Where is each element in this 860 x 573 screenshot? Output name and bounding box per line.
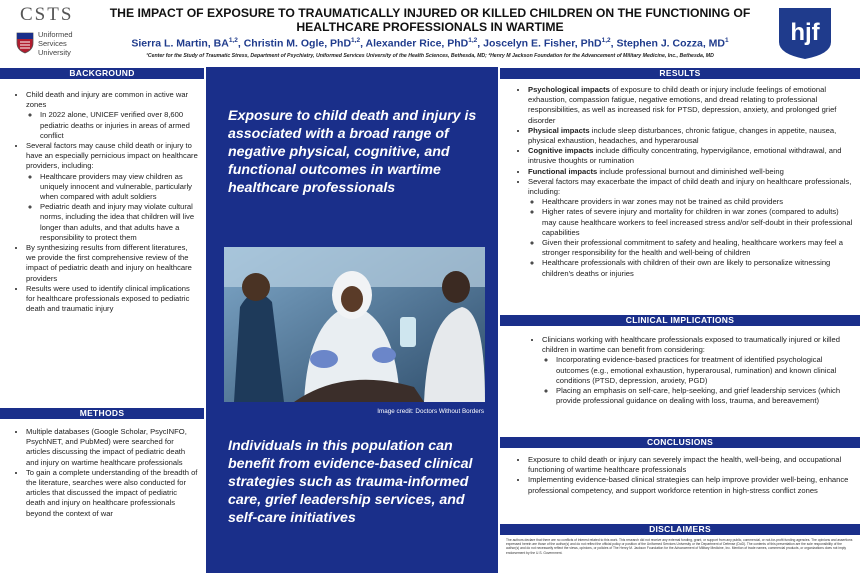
list-item: • Child death and injury are common in active war zones ◦ In 2022 alone, UNICEF verified over 8,600 pediatric deaths or injuries in areas of armed conflict (26, 90, 198, 141)
list-item: ◦ In 2022 alone, UNICEF verified over 8,600 pediatric deaths or injuries in areas of armed conflict (40, 110, 198, 141)
list-item: ◦ Pediatric death and injury may violate cultural norms, including the idea that children will live longer than adults, and that adults have a responsibility to protect them (40, 202, 198, 243)
background-heading: BACKGROUND (0, 68, 204, 79)
list-item: • Multiple databases (Google Scholar, PsycINFO, PsychNET, and PubMed) were searched for articles discussing the impact of pediatric death and injury on wartime healthcare professionals (26, 427, 198, 468)
list-item: • Functional impacts include professional burnout and diminished well-being (528, 167, 854, 177)
list-item: ◦ Placing an emphasis on self-care, help-seeking, and grief leadership services (which provide professional guidance on dealing with loss, trauma, and bereavement) (556, 386, 854, 406)
author-list: Sierra L. Martin, BA$^{1,2}$, Christin M. Ogle, PhD$^{1,2}$, Alexander Rice, PhD$^{1,2}$, Joscelyn E. Fisher, PhD$^{1,2}$, Stephen J. Cozza, $MD^1$ (131, 37, 729, 50)
list-item: • Cognitive impacts include difficulty concentrating, hypervigilance, emotional withdrawal, and intrusive thoughts or rumination (528, 146, 854, 166)
disclaimers-heading: DISCLAIMERS (500, 524, 860, 535)
background-section (0, 90, 204, 400)
usu-shield-icon (16, 32, 34, 54)
list-item: • Results were used to identify clinical implications for healthcare professionals exposed to pediatric death and traumatic injury (26, 284, 198, 315)
hjf-logo-word: hjf (790, 19, 820, 46)
list-item: • Psychological impacts of exposure to child death or injury include feelings of emotional exhaustion, compassion fatigue, negative emotions, and dread relating to professional responsibilities, as well as increased risk for PTSD, depression, anxiety, and prolonged grief disorder (528, 85, 854, 126)
methods-section (0, 427, 204, 573)
results-section (500, 85, 860, 311)
methods-heading: METHODS (0, 408, 204, 419)
clinical-photo (224, 247, 485, 402)
conclusions-section (500, 455, 860, 519)
disclaimer-text: The authors declare that there are no conflicts of interest related to this work. This research did not receive any external funding, grant, or support from any public, commercial, or not-for-profit funding agencies. The opinions and assertions expressed herein are those of the author(s) and do not reflect the official policy or position of the Uniformed Services University or the Department of Defense (DoD). The contents of this presentation are the sole responsibility of the author(s) and do not necessarily reflect the views, opinions, or policies of The Henry M. Jackson Foundation for the Advancement of Military Medicine, Inc. Mention of trade names, commercial products, or organizations does not imply endorsement by the U.S. Government. (506, 538, 853, 555)
conclusions-heading: CONCLUSIONS (500, 437, 860, 448)
list-item: • To gain a complete understanding of the breadth of the literature, searches were also conducted for articles that discussed the impact of pediatric death and injury on healthcare professionals beyond the context of war (26, 468, 198, 519)
results-heading: RESULTS (500, 68, 860, 79)
list-item: • Several factors may exacerbate the impact of child death and injury on healthcare professionals, including: ◦ Healthcare providers in war zones may not be trained as child providers ◦ Higher rates of severe injury and mortality for children in war zones (compared to adults) may cause healthcare workers to feel increased stress and/or self-doubt in their professional capabilities ◦ Given their professional commitment to safety and healing, healthcare workers may feel a stronger responsibility for the health and well-being of children ◦ Healthcare professionals with children of their own are likely to personalize witnessing children's deaths or injuries (528, 177, 854, 279)
list-item: • Implementing evidence-based clinical strategies can help improve provider well-being, enhance professional competency, and support workforce retention in high-stress conflict zones (528, 475, 854, 495)
author-name: Joscelyn E. Fisher, PhD (483, 37, 602, 50)
list-item: ◦ Healthcare professionals with children of their own are likely to personalize witnessing children's deaths or injuries (542, 258, 854, 278)
csts-logo (6, 4, 92, 62)
list-item: ◦ Healthcare providers in war zones may not be trained as child providers (542, 197, 854, 207)
list-item: ◦ Incorporating evidence-based practices for treatment of identified psychological outcomes (e.g., emotional exhaustion, hyperarousal, rumination) and known clinical conditions (PTSD, depression, anxiety, PGD) (556, 355, 854, 386)
affiliations: ¹Center for the Study of Traumatic Stress, Department of Psychiatry, Uniformed Services University of the Health Sciences, Bethesda, MD; ²Henry M Jackson Foundation for the Advancement of Military Medicine, Inc., Bethesda, MD (146, 53, 714, 59)
poster-title: THE IMPACT OF EXPOSURE TO TRAUMATICALLY INJURED OR KILLED CHILDREN ON THE FUNCTIONING OF HEALTHCARE PROFESSIONALS IN WARTIME (109, 6, 751, 34)
clinical-implications-heading: CLINICAL IMPLICATIONS (500, 315, 860, 326)
list-item: • Clinicians working with healthcare professionals exposed to traumatically injured or killed children in wartime can benefit from considering: ◦ Incorporating evidence-based practices for treatment of identified psychological outcomes (e.g., emotional exhaustion, hyperarousal, rumination) and known clinical conditions (PTSD, depression, anxiety, PGD) ◦ Placing an emphasis on self-care, help-seeking, and grief leadership services (which provide professional guidance on dealing with loss, trauma, and bereavement) (542, 335, 854, 406)
clinical-implications-section (500, 335, 860, 433)
list-item: • Exposure to child death or injury can severely impact the health, well-being, and occupational functioning of wartime healthcare professionals (528, 455, 854, 475)
photo-credit: Image credit: Doctors Without Borders (377, 408, 484, 415)
csts-logo-subtitle: Uniformed Services University (38, 30, 73, 57)
list-item: • By synthesizing results from different literatures, we provide the first comprehensive review of the impact of pediatric death and injury on healthcare providers (26, 243, 198, 284)
list-item: ◦ Higher rates of severe injury and mortality for children in war zones (compared to adults) may cause healthcare workers to feel increased stress and/or self-doubt in their professional capabilities (542, 207, 854, 238)
author-name: Sierra L. Martin, BA (131, 37, 229, 50)
center-panel (206, 67, 498, 573)
list-item: ◦ Healthcare providers may view children as uniquely innocent and vulnerable, particularly when compared with adult soldiers (40, 172, 198, 203)
hjf-logo (777, 6, 833, 60)
list-item: • Physical impacts include sleep disturbances, chronic fatigue, changes in appetite, nausea, physical exhaustion, headaches, and hyperarousal (528, 126, 854, 146)
csts-logo-word: CSTS (20, 4, 74, 25)
author-name: Christin M. Ogle, PhD (243, 37, 352, 50)
author-name: Alexander Rice, PhD (365, 37, 469, 50)
list-item: • Several factors may cause child death or injury to have an especially pernicious impact on healthcare providers, including: ◦ Healthcare providers may view children as uniquely innocent and vulnerable, particularly when compared with adult soldiers ◦ Pediatric death and injury may violate cultural norms, including the idea that children will live longer than adults, and that adults have a responsibility to protect them (26, 141, 198, 243)
key-finding-statement: Exposure to child death and injury is associated with a broad range of negative physical, cognitive, and functional outcomes in wartime healthcare professionals (228, 108, 477, 196)
list-item: ◦ Given their professional commitment to safety and healing, healthcare workers may feel a stronger responsibility for the health and well-being of children (542, 238, 854, 258)
poster-header (0, 0, 860, 66)
author-name: Stephen J. Cozza, MD (616, 37, 726, 50)
recommendation-statement: Individuals in this population can benefit from evidence-based clinical strategies such as trauma-informed care, grief leadership services, and self-care initiatives (228, 438, 473, 526)
